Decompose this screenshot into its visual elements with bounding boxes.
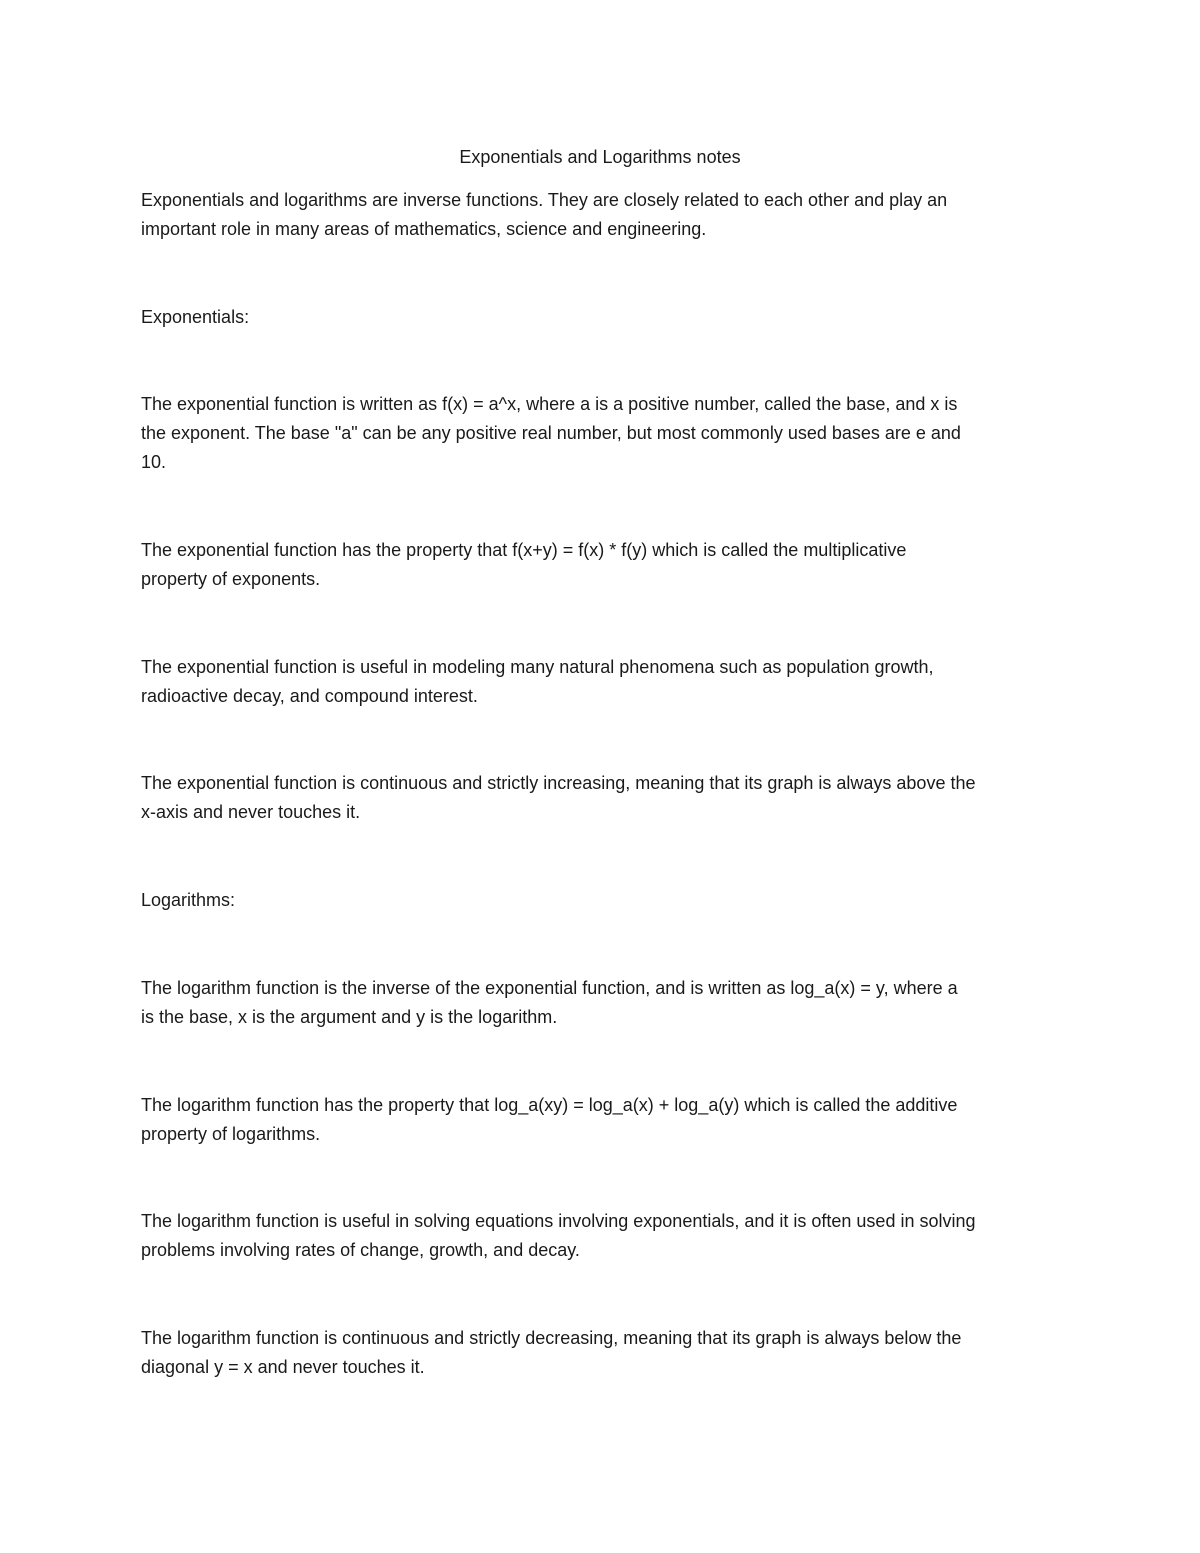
exponential-uses-paragraph: [141, 653, 1076, 711]
text-line: radioactive decay, and compound interest.: [141, 686, 478, 706]
text-line: important role in many areas of mathematics, science and engineering.: [141, 219, 707, 239]
logarithm-continuity-paragraph: [141, 1324, 1076, 1382]
text-line: The logarithm function is useful in solving equations involving exponentials, and it is often used in solving: [141, 1211, 976, 1231]
text-line: The exponential function has the property that f(x+y) = f(x) * f(y) which is called the multiplicative: [141, 540, 907, 560]
text-line: 10.: [141, 452, 167, 472]
document-title: Exponentials and Logarithms notes: [459, 147, 741, 167]
heading-text: Logarithms:: [141, 890, 236, 910]
text-line: The logarithm function is continuous and strictly decreasing, meaning that its graph is always below the: [141, 1328, 962, 1348]
text-line: The exponential function is useful in modeling many natural phenomena such as population growth,: [141, 657, 934, 677]
logarithm-uses-paragraph: [141, 1207, 1076, 1265]
intro-paragraph: [141, 186, 1076, 244]
exponential-continuity-paragraph: [141, 769, 1076, 827]
text-line: property of logarithms.: [141, 1124, 321, 1144]
text-line: property of exponents.: [141, 569, 321, 589]
exponential-property-paragraph: [141, 536, 1076, 594]
text-line: The logarithm function has the property that log_a(xy) = log_a(x) + log_a(y) which is called the additive: [141, 1095, 958, 1115]
text-line: The exponential function is continuous and strictly increasing, meaning that its graph is always above the: [141, 773, 976, 793]
text-line: x-axis and never touches it.: [141, 802, 361, 822]
text-line: is the base, x is the argument and y is the logarithm.: [141, 1007, 558, 1027]
section-heading-exponentials: [141, 303, 1076, 332]
logarithm-property-paragraph: [141, 1091, 1076, 1149]
text-line: diagonal y = x and never touches it.: [141, 1357, 425, 1377]
heading-text: Exponentials:: [141, 307, 250, 327]
logarithm-definition-paragraph: [141, 974, 1076, 1032]
text-line: Exponentials and logarithms are inverse functions. They are closely related to each other and play an: [141, 190, 948, 210]
text-line: The logarithm function is the inverse of the exponential function, and is written as log_a(x) = y, where a: [141, 978, 958, 998]
section-heading-logarithms: [141, 886, 1076, 915]
text-line: problems involving rates of change, growth, and decay.: [141, 1240, 580, 1260]
text-line: The exponential function is written as f(x) = a^x, where a is a positive number, called the base, and x is: [141, 394, 958, 414]
text-line: the exponent. The base "a" can be any positive real number, but most commonly used bases are e and: [141, 423, 961, 443]
exponential-definition-paragraph: [141, 390, 1076, 477]
